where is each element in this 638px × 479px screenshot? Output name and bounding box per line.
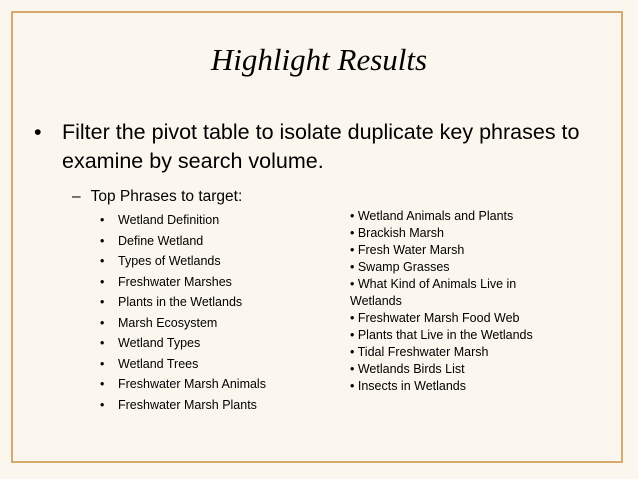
main-bullet-text: Filter the pivot table to isolate duplicate key phrases to examine by search volume. [62, 120, 580, 173]
list-item: • What Kind of Animals Live in Wetlands [350, 277, 517, 308]
list-item: • Freshwater Marshes [100, 272, 266, 293]
list-item: • Wetland Trees [100, 354, 266, 375]
list-item: • Wetlands Birds List [350, 362, 465, 376]
list-item: • Define Wetland [100, 231, 266, 252]
bullet-icon: • [100, 295, 105, 309]
list-item: • Freshwater Marsh Food Web [350, 311, 520, 325]
main-bullet [34, 118, 614, 176]
right-phrase-list [350, 208, 550, 395]
list-item: • Wetland Animals and Plants [350, 209, 514, 223]
bullet-icon: • [100, 356, 105, 371]
bullet-icon: • [100, 274, 105, 289]
list-item: • Plants that Live in the Wetlands [350, 328, 533, 342]
bullet-icon: • [100, 233, 105, 248]
sub-bullet-text: Top Phrases to target: [90, 188, 243, 205]
slide-title: Highlight Results [210, 42, 428, 77]
bullet-icon: • [100, 254, 105, 268]
bullet-icon: • [34, 120, 42, 144]
list-item: • Wetland Types [100, 333, 266, 354]
bullet-icon: • [100, 336, 105, 350]
list-item: • Fresh Water Marsh [350, 243, 465, 257]
list-item: • Plants in the Wetlands [100, 292, 266, 313]
list-item: • Tidal Freshwater Marsh [350, 345, 489, 359]
bullet-icon: • [100, 213, 105, 227]
bullet-icon: • [100, 315, 105, 330]
dash-icon: – [72, 188, 81, 205]
list-item: • Freshwater Marsh Plants [100, 395, 266, 416]
bullet-icon: • [100, 377, 105, 391]
list-item: • Brackish Marsh [350, 226, 444, 240]
list-item: • Marsh Ecosystem [100, 313, 266, 334]
list-item: • Insects in Wetlands [350, 379, 467, 393]
list-item: • Swamp Grasses [350, 260, 450, 274]
left-phrase-list [100, 210, 266, 415]
list-item: • Wetland Definition [100, 210, 266, 231]
list-item: • Types of Wetlands [100, 251, 266, 272]
list-item: • Freshwater Marsh Animals [100, 374, 266, 395]
bullet-icon: • [100, 397, 105, 412]
sub-bullet [72, 187, 242, 207]
